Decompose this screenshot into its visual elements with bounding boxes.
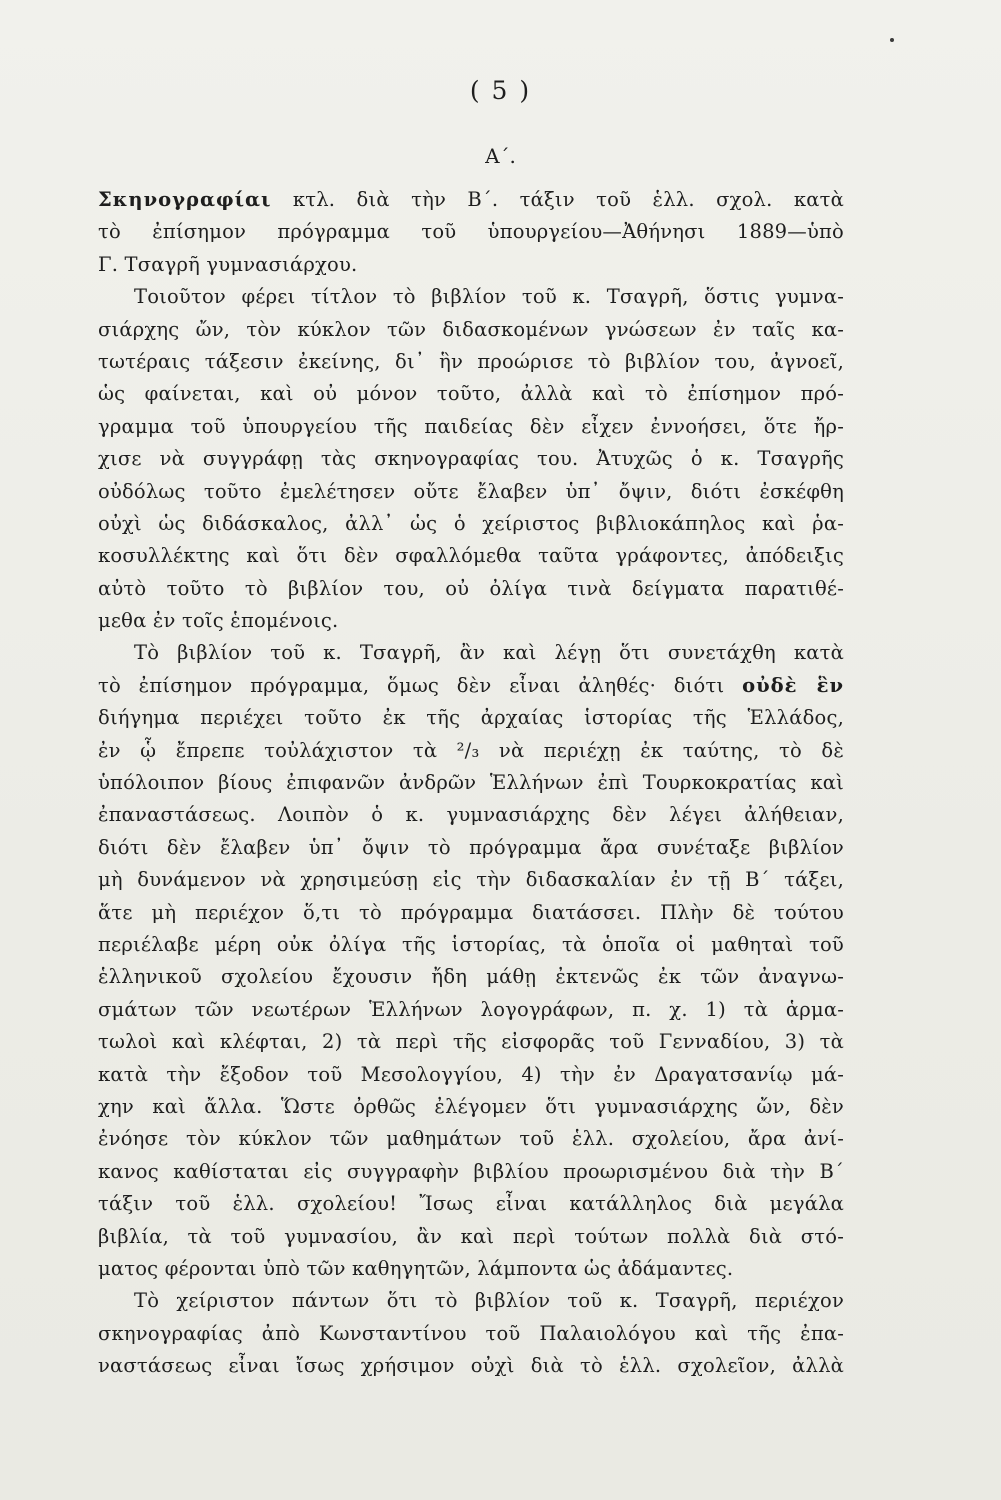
text-line	[98, 670, 844, 702]
text-line: αὐτὸ τοῦτο τὸ βιβλίον του, οὐ ὀλίγα τινὰ δείγματα παρατιθέ-	[98, 576, 844, 600]
bold-heading-word: Σκηνογραφίαι	[98, 188, 272, 211]
text-line: ὡς φαίνεται, καὶ οὐ μόνον τοῦτο, ἀλλὰ καὶ τὸ ἐπίσημον πρό-	[98, 382, 844, 406]
text-line: διήγημα περιέχει τοῦτο ἐκ τῆς ἀρχαίας ἱστορίας τῆς Ἑλλάδος,	[98, 706, 844, 730]
text-line: τωτέραις τάξεσιν ἐκείνης, δι᾽ ἣν προώρισε τὸ βιβλίον του, ἀγνοεῖ,	[98, 349, 844, 373]
text-line: ἐπαναστάσεως. Λοιπὸν ὁ κ. γυμνασιάρχης δὲν λέγει ἀλήθειαν,	[98, 803, 844, 827]
line-text: κτλ. διὰ τὴν Β΄. τάξιν τοῦ ἑλλ. σχολ. κατὰ	[271, 188, 844, 211]
text-line: Τὸ χείριστον πάντων ὅτι τὸ βιβλίον τοῦ κ. Τσαγρῆ, περιέχον	[134, 1289, 844, 1313]
text-line: Τοιοῦτον φέρει τίτλον τὸ βιβλίον τοῦ κ. Τσαγρῆ, ὅστις γυμνα-	[134, 285, 844, 309]
text-line: κοσυλλέκτης καὶ ὅτι δὲν σφαλλόμεθα ταῦτα γράφοντες, ἀπόδειξις	[98, 544, 844, 568]
page-number: ( 5 )	[469, 76, 532, 105]
text-line: διότι δὲν ἔλαβεν ὑπ᾽ ὄψιν τὸ πρόγραμμα ἄρα συνέταξε βιβλίον	[98, 835, 844, 859]
text-line: περιέλαβε μέρη οὐκ ὀλίγα τῆς ἱστορίας, τὰ ὁποῖα οἱ μαθηταὶ τοῦ	[98, 932, 844, 956]
text-line: ναστάσεως εἶναι ἴσως χρήσιμον οὐχὶ διὰ τὸ ἑλλ. σχολεῖον, ἀλλὰ	[98, 1354, 844, 1378]
text-line: Τὸ βιβλίον τοῦ κ. Τσαγρῆ, ἂν καὶ λέγῃ ὅτι συνετάχθη κατὰ	[134, 641, 844, 665]
text-line: σμάτων τῶν νεωτέρων Ἑλλήνων λογογράφων, π. χ. 1) τὰ ἁρμα-	[98, 997, 844, 1021]
text-line: ὑπόλοιπον βίους ἐπιφανῶν ἀνδρῶν Ἑλλήνων ἐπὶ Τουρκοκρατίας καὶ	[98, 771, 844, 795]
body-text	[98, 184, 844, 1382]
text-line: οὐχὶ ὡς διδάσκαλος, ἀλλ᾽ ὡς ὁ χείριστος βιβλιοκάπηλος καὶ ῥα-	[98, 511, 844, 535]
text-line: βιβλία, τὰ τοῦ γυμνασίου, ἂν καὶ περὶ τούτων πολλὰ διὰ στό-	[98, 1224, 844, 1248]
text-line: μὴ δυνάμενον νὰ χρησιμεύσῃ εἰς τὴν διδασκαλίαν ἐν τῇ Β΄ τάξει,	[98, 868, 844, 892]
text-line: ἐν ᾧ ἔπρεπε τοὐλάχιστον τὰ ²/₃ νὰ περιέχῃ ἐκ ταύτης, τὸ δὲ	[98, 738, 844, 762]
text-line: χην καὶ ἄλλα. Ὥστε ὀρθῶς ἐλέγομεν ὅτι γυμνασιάρχης ὤν, δὲν	[98, 1094, 844, 1118]
bold-emphasis: οὐδὲ ἓν	[742, 673, 844, 697]
text-line: ἐνόησε τὸν κύκλον τῶν μαθημάτων τοῦ ἑλλ. σχολείου, ἄρα ἀνί-	[98, 1127, 844, 1151]
text-line: σκηνογραφίας ἀπὸ Κωνσταντίνου τοῦ Παλαιολόγου καὶ τῆς ἐπα-	[98, 1321, 844, 1345]
text-line: κανος καθίσταται εἰς συγγραφὴν βιβλίου προωρισμένου διὰ τὴν Β΄	[98, 1159, 844, 1183]
line-text: τὸ ἐπίσημον πρόγραμμα, ὅμως δὲν εἶναι ἀληθές· διότι	[98, 673, 743, 697]
text-line: Γ. Τσαγρῆ γυμνασιάρχου.	[98, 252, 358, 276]
text-line: μεθα ἐν τοῖς ἑπομένοις.	[98, 609, 339, 633]
text-line: γραμμα τοῦ ὑπουργείου τῆς παιδείας δὲν εἶχεν ἐννοήσει, ὅτε ἤρ-	[98, 414, 844, 438]
text-line: τάξιν τοῦ ἑλλ. σχολείου! Ἴσως εἶναι κατάλληλος διὰ μεγάλα	[98, 1192, 844, 1216]
text-line: οὐδόλως τοῦτο ἐμελέτησεν οὔτε ἔλαβεν ὑπ᾽ ὄψιν, διότι ἐσκέφθη	[98, 479, 844, 503]
text-line: ματος φέρονται ὑπὸ τῶν καθηγητῶν, λάμποντα ὡς ἀδάμαντες.	[98, 1256, 734, 1280]
ink-speck	[890, 38, 894, 42]
text-line: χισε νὰ συγγράφῃ τὰς σκηνογραφίας του. Ἀτυχῶς ὁ κ. Τσαγρῆς	[98, 447, 844, 471]
text-line: τὸ ἐπίσημον πρόγραμμα τοῦ ὑπουργείου—Ἀθήνησι 1889—ὑπὸ	[98, 220, 844, 244]
section-heading: Α΄.	[485, 144, 516, 168]
text-line: σιάρχης ὤν, τὸν κύκλον τῶν διδασκομένων γνώσεων ἐν ταῖς κα-	[98, 317, 844, 341]
text-line: κατὰ τὴν ἔξοδον τοῦ Μεσολογγίου, 4) τὴν ἐν Δραγατσανίῳ μά-	[98, 1062, 844, 1086]
text-line	[98, 184, 844, 216]
text-line: τωλοὶ καὶ κλέφται, 2) τὰ περὶ τῆς εἰσφορᾶς τοῦ Γενναδίου, 3) τὰ	[98, 1030, 844, 1054]
text-line: ἅτε μὴ περιέχον ὅ,τι τὸ πρόγραμμα διατάσσει. Πλὴν δὲ τούτου	[98, 900, 844, 924]
text-line: ἑλληνικοῦ σχολείου ἔχουσιν ἤδη μάθῃ ἐκτενῶς ἐκ τῶν ἀναγνω-	[98, 965, 844, 989]
